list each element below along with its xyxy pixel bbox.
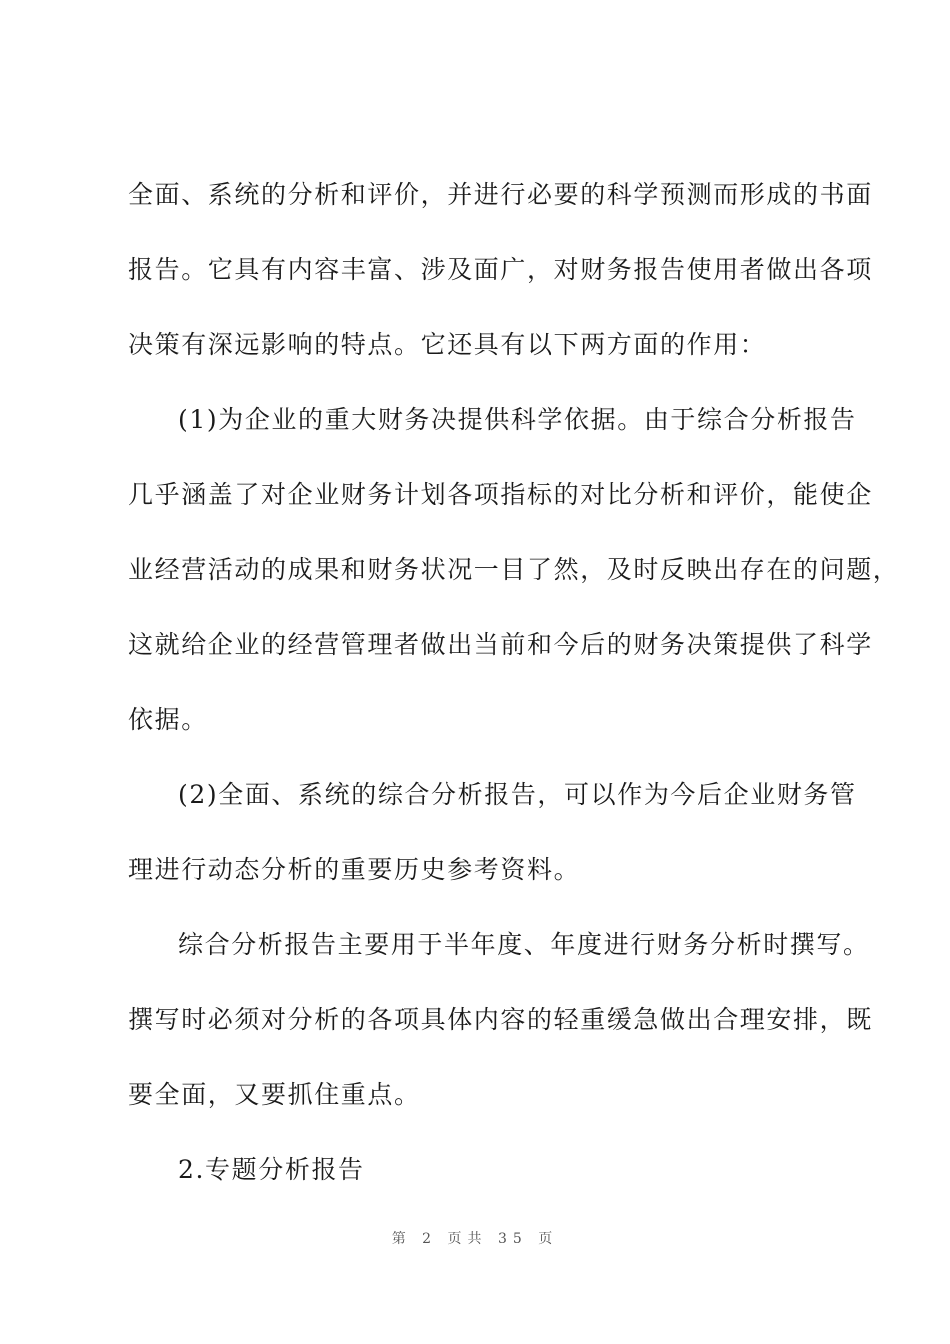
text-line: 撰写时必须对分析的各项具体内容的轻重缓急做出合理安排，既 <box>128 1005 873 1034</box>
section-heading: 2.专题分析报告 <box>178 1155 365 1184</box>
text-line: 几乎涵盖了对企业财务计划各项指标的对比分析和评价，能使企 <box>128 480 873 509</box>
text-line: 业经营活动的成果和财务状况一目了然，及时反映出存在的问题， <box>128 555 900 584</box>
text-line: 理进行动态分析的重要历史参考资料。 <box>128 855 581 884</box>
page-number-footer: 第 2 页共 35 页 <box>391 1231 559 1247</box>
text-line: 依据。 <box>128 705 208 734</box>
text-line: 这就给企业的经营管理者做出当前和今后的财务决策提供了科学 <box>128 630 873 659</box>
text-line: 决策有深远影响的特点。它还具有以下两方面的作用： <box>128 330 767 359</box>
text-line: (2)全面、系统的综合分析报告，可以作为今后企业财务管 <box>178 780 857 809</box>
text-line: 综合分析报告主要用于半年度、年度进行财务分析时撰写。 <box>178 930 870 959</box>
text-line: 报告。它具有内容丰富、涉及面广，对财务报告使用者做出各项 <box>128 255 873 284</box>
text-line: 全面、系统的分析和评价，并进行必要的科学预测而形成的书面 <box>128 180 873 209</box>
text-line: 要全面，又要抓住重点。 <box>128 1080 421 1109</box>
text-line: (1)为企业的重大财务决提供科学依据。由于综合分析报告 <box>178 405 857 434</box>
